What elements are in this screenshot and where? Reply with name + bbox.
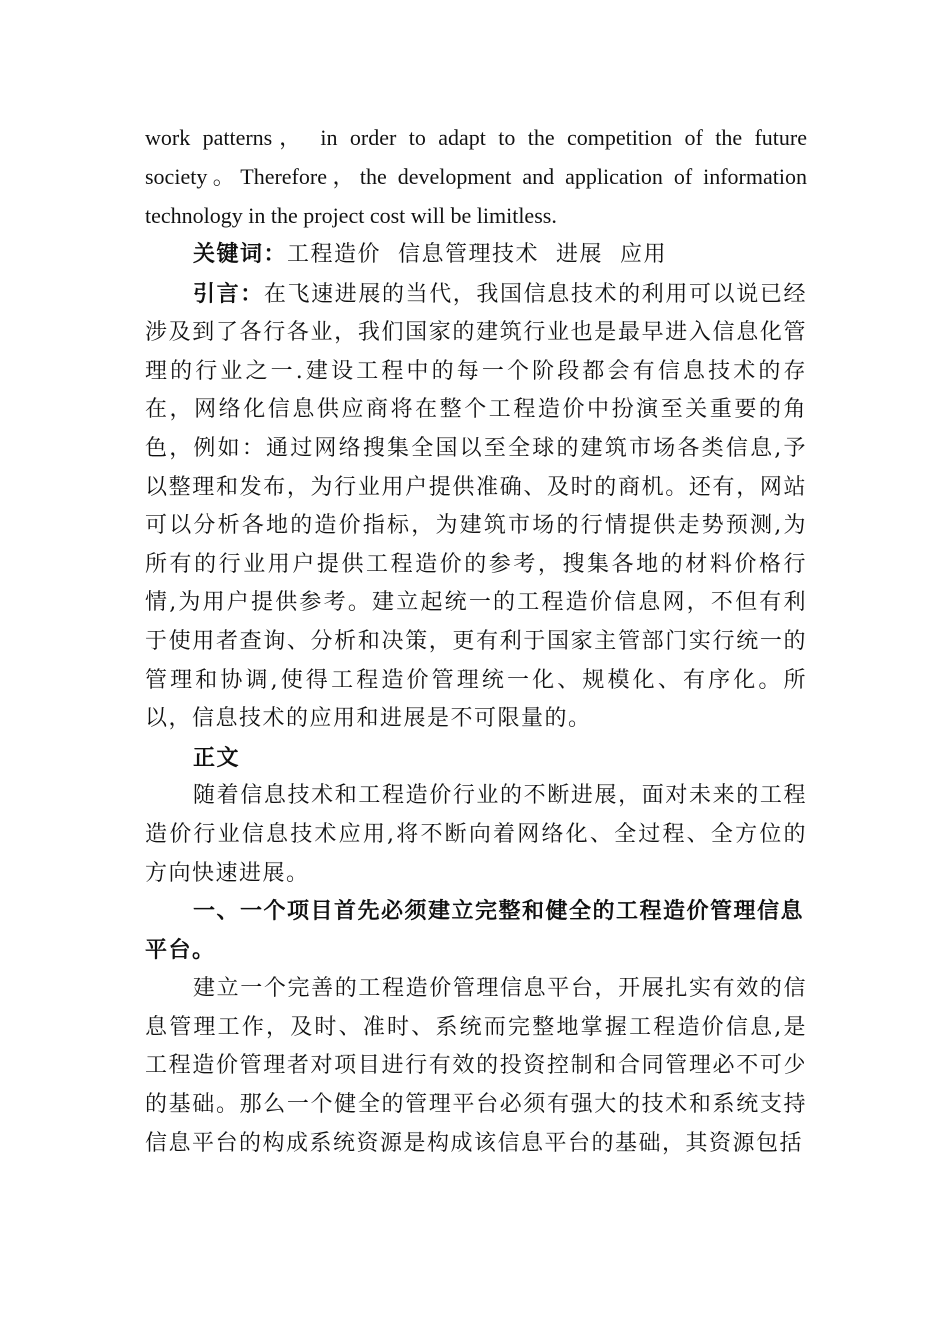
introduction-label: 引言： — [193, 280, 264, 307]
keywords-items: 工程造价 信息管理技术 进展 应用 — [287, 242, 667, 267]
introduction-text: 在飞速进展的当代，我国信息技术的利用可以说已经涉及到了各行各业，我们国家的建筑行业也是最早进入信息化管理的行业之一.建设工程中的每一个阶段都会有信息技术的存在，网络化信息供应商将在整个工程造价中扮演至关重要的角色，例如：通过网络搜集全国以至全球的建筑市场各类信息,予以整理和发布，为行业用户提供准确、及时的商机。还有，网站可以分析各地的造价指标，为建筑市场的行情提供走势预测,为所有的行业用户提供工程造价的参考，搜集各地的材料价格行情,为用户提供参考。建立起统一的工程造价信息网，不但有利于使用者查询、分析和决策，更有利于国家主管部门实行统一的管理和协调,使得工程造价管理统一化、规模化、有序化。所以，信息技术的应用和进展是不可限量的。 — [145, 281, 807, 732]
section-1-paragraph: 建立一个完善的工程造价管理信息平台，开展扎实有效的信息管理工作，及时、准时、系统而完整地掌握工程造价信息,是工程造价管理者对项目进行有效的投资控制和合同管理必不可少的基础。那么一个健全的管理平台必须有强大的技术和系统支持信息平台的构成系统资源是构成该信息平台的基础，其资源包括 — [145, 976, 807, 1156]
body-heading: 正文 — [193, 744, 241, 771]
introduction-paragraph — [145, 275, 807, 739]
keywords-line — [145, 235, 807, 275]
abstract-en-line-2: society。Therefore，the development and application of information — [145, 164, 807, 189]
section-1-title: 一、一个项目首先必须建立完整和健全的工程造价管理信息平台。 — [145, 899, 805, 963]
document-page — [145, 118, 807, 1163]
body-paragraph: 随着信息技术和工程造价行业的不断进展，面对未来的工程造价行业信息技术应用,将不断向着网络化、全过程、全方位的方向快速进展。 — [145, 783, 807, 886]
keywords-label: 关键词： — [193, 241, 288, 267]
abstract-en-line-3: technology in the project cost will be limitless. — [145, 203, 557, 228]
abstract-en-line-1: work patterns， in order to adapt to the competition of the future — [145, 125, 807, 150]
